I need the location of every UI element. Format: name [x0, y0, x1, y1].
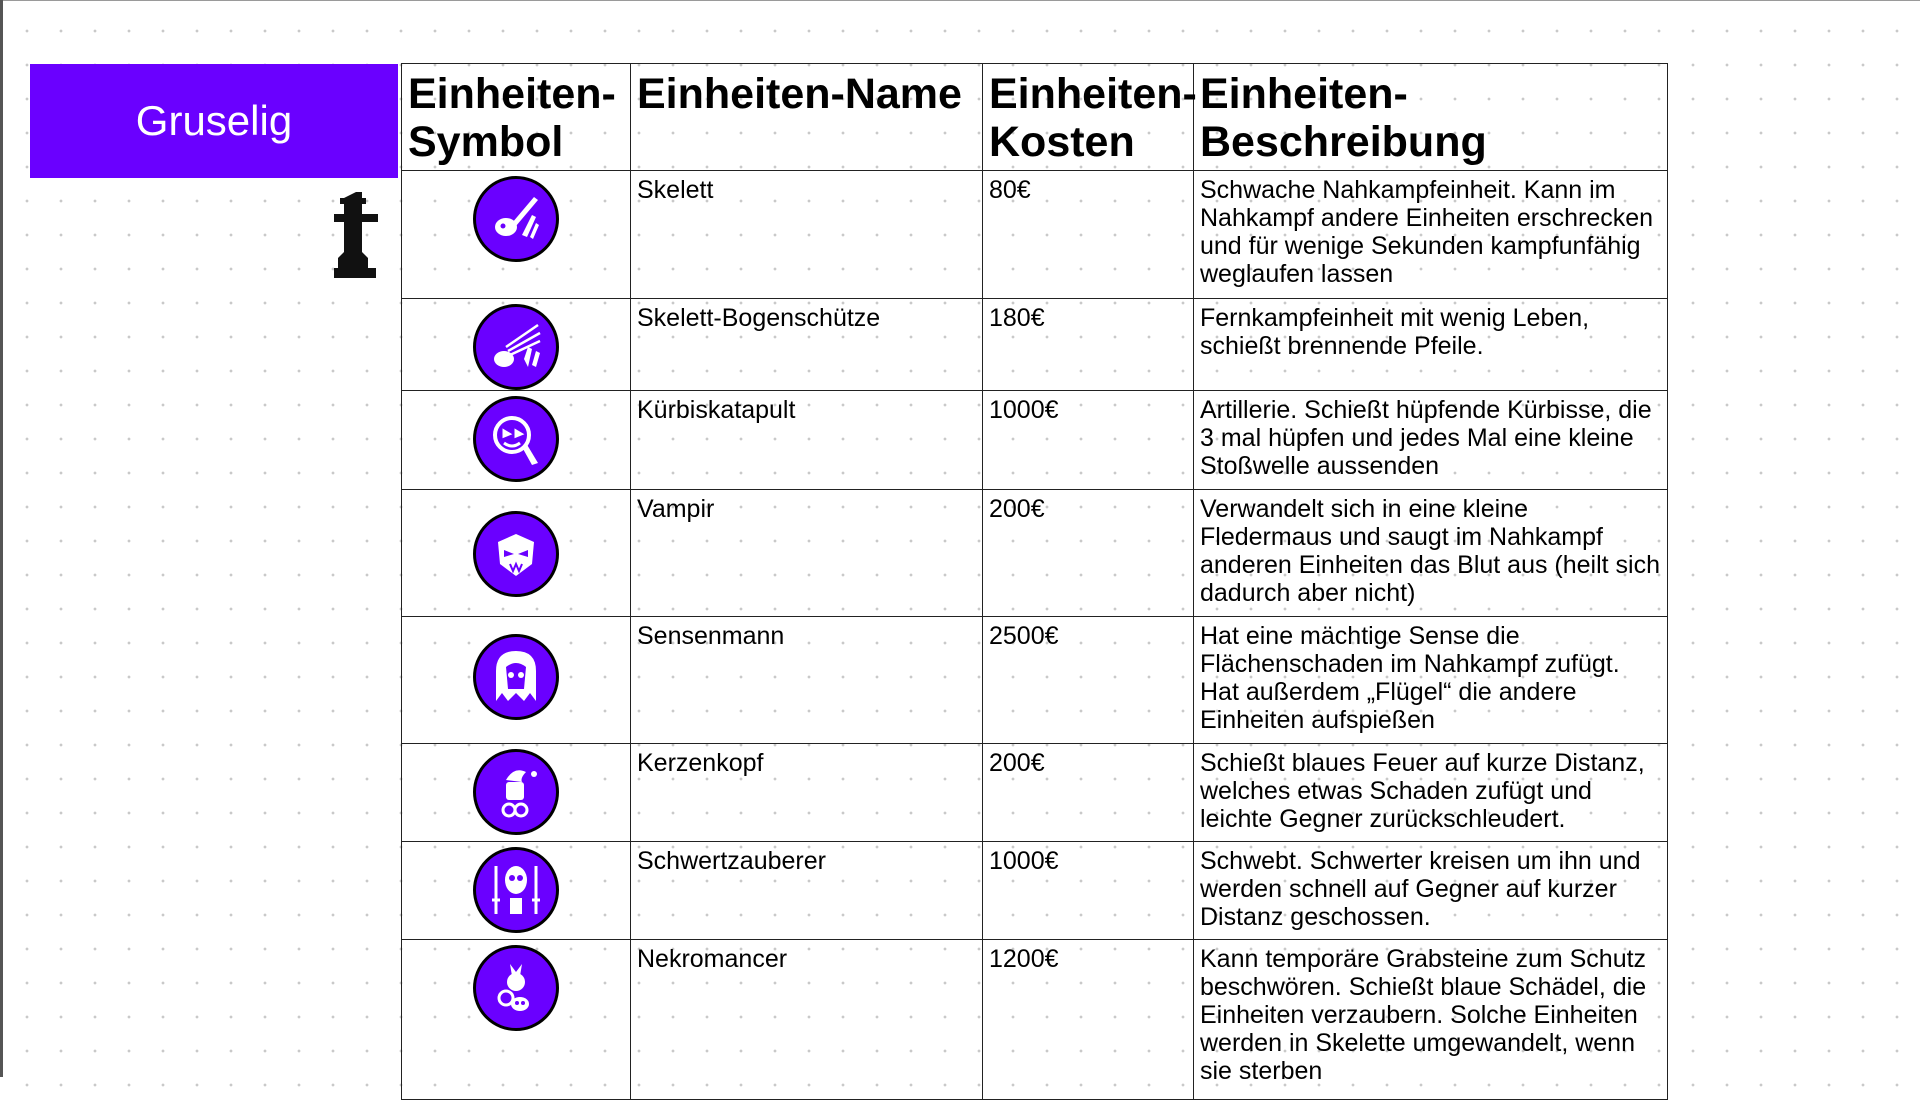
table-row — [402, 391, 1668, 490]
vampire-icon — [473, 511, 559, 597]
candle-head-icon — [473, 749, 559, 835]
grave-cross-icon — [334, 190, 384, 280]
unit-description: Schwache Nahkampfeinheit. Kann im Nahkampf andere Einheiten erschrecken und für wenige Sekunden kampfunfähig weglaufen lassen — [1194, 171, 1668, 299]
units-table — [401, 63, 1668, 1100]
table-row — [402, 940, 1668, 1100]
table-row — [402, 171, 1668, 299]
unit-cost: 200€ — [983, 490, 1194, 617]
sword-wizard-icon — [473, 847, 559, 933]
unit-cost: 180€ — [983, 299, 1194, 391]
unit-cost: 1000€ — [983, 842, 1194, 940]
skeleton-archer-icon — [473, 304, 559, 390]
header-name: Einheiten-Name — [631, 64, 983, 171]
table-row — [402, 744, 1668, 842]
unit-name: Schwertzauberer — [631, 842, 983, 940]
category-label: Gruselig — [135, 97, 293, 144]
pumpkin-catapult-icon — [473, 396, 559, 482]
header-symbol: Einheiten-Symbol — [402, 64, 631, 171]
unit-cost: 1200€ — [983, 940, 1194, 1100]
unit-description: Schwebt. Schwerter kreisen um ihn und werden schnell auf Gegner auf kurzer Distanz geschossen. — [1194, 842, 1668, 940]
top-border — [0, 0, 1920, 1]
unit-name: Sensenmann — [631, 617, 983, 744]
unit-name: Vampir — [631, 490, 983, 617]
unit-name: Skelett — [631, 171, 983, 299]
skeleton-icon — [473, 176, 559, 262]
unit-name: Kürbiskatapult — [631, 391, 983, 490]
table-row — [402, 490, 1668, 617]
unit-description: Verwandelt sich in eine kleine Fledermaus und saugt im Nahkampf anderen Einheiten das Blut aus (heilt sich dadurch aber nicht) — [1194, 490, 1668, 617]
table-row — [402, 617, 1668, 744]
header-description: Einheiten-Beschreibung — [1194, 64, 1668, 171]
unit-name: Kerzenkopf — [631, 744, 983, 842]
header-cost: Einheiten-Kosten — [983, 64, 1194, 171]
unit-description: Schießt blaues Feuer auf kurze Distanz, welches etwas Schaden zufügt und leichte Gegner zurückschleudert. — [1194, 744, 1668, 842]
unit-description: Fernkampfeinheit mit wenig Leben, schießt brennende Pfeile. — [1194, 299, 1668, 391]
unit-cost: 2500€ — [983, 617, 1194, 744]
unit-cost: 200€ — [983, 744, 1194, 842]
left-border — [0, 0, 3, 1077]
unit-cost: 80€ — [983, 171, 1194, 299]
unit-cost: 1000€ — [983, 391, 1194, 490]
unit-name: Nekromancer — [631, 940, 983, 1100]
table-row — [402, 299, 1668, 391]
unit-description: Artillerie. Schießt hüpfende Kürbisse, die 3 mal hüpfen und jedes Mal eine kleine Stoßwelle aussenden — [1194, 391, 1668, 490]
reaper-icon — [473, 634, 559, 720]
unit-description: Kann temporäre Grabsteine zum Schutz beschwören. Schießt blaue Schädel, die Einheiten verzaubern. Solche Einheiten werden in Skelette umgewandelt, wenn sie sterben — [1194, 940, 1668, 1100]
necromancer-icon — [473, 945, 559, 1031]
table-row — [402, 842, 1668, 940]
category-label-box — [30, 64, 398, 178]
unit-name: Skelett-Bogenschütze — [631, 299, 983, 391]
unit-description: Hat eine mächtige Sense die Flächenschaden im Nahkampf zufügt. Hat außerdem „Flügel“ die andere Einheiten aufspießen — [1194, 617, 1668, 744]
table-header-row — [402, 64, 1668, 171]
